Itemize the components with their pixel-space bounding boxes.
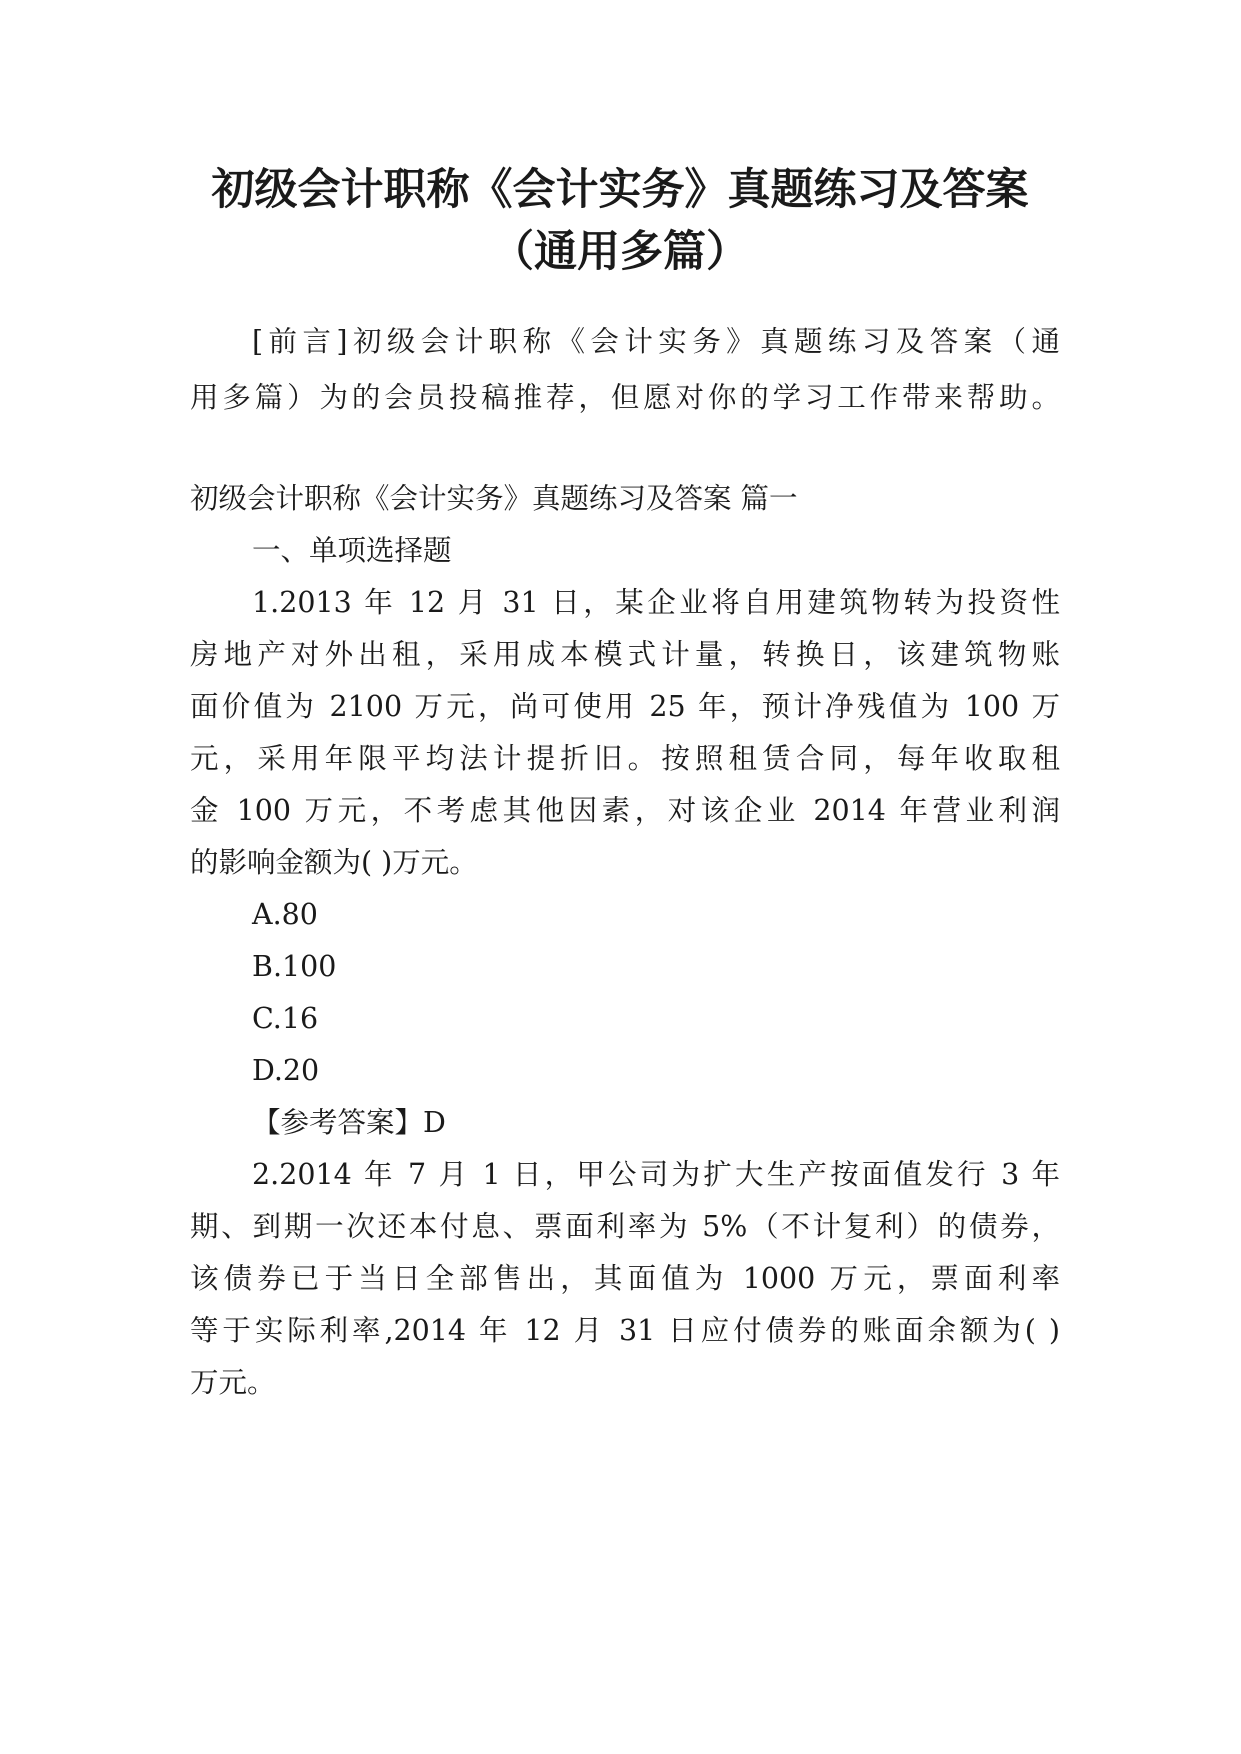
question1-option-d: D.20 bbox=[252, 1054, 320, 1087]
question1-option-c: C.16 bbox=[252, 1002, 319, 1035]
document-title-line-1: 初级会计职称《会计实务》真题练习及答案 bbox=[211, 165, 1029, 215]
part-heading: 一、单项选择题 bbox=[252, 534, 452, 567]
question1-line-1: 1.2013 年 12 月 31 日，某企业将自用建筑物转为投资性 bbox=[252, 586, 1060, 619]
question1-line-3: 面价值为 2100 万元，尚可使用 25 年，预计净残值为 100 万 bbox=[190, 690, 1060, 723]
question2-line-5: 万元。 bbox=[190, 1366, 276, 1399]
question1-line-5: 金 100 万元，不考虑其他因素，对该企业 2014 年营业利润 bbox=[190, 794, 1060, 827]
question2-line-4: 等于实际利率,2014 年 12 月 31 日应付债券的账面余额为( ) bbox=[190, 1314, 1060, 1347]
question1-option-a: A.80 bbox=[252, 898, 318, 931]
preface-line-1: [前言]初级会计职称《会计实务》真题练习及答案（通 bbox=[252, 325, 1060, 358]
question1-line-2: 房地产对外出租，采用成本模式计量，转换日，该建筑物账 bbox=[190, 638, 1060, 671]
question2-line-2: 期、到期一次还本付息、票面利率为 5%（不计复利）的债券， bbox=[190, 1210, 1060, 1243]
section-heading: 初级会计职称《会计实务》真题练习及答案 篇一 bbox=[190, 482, 798, 515]
question1-line-4: 元，采用年限平均法计提折旧。按照租赁合同，每年收取租 bbox=[190, 742, 1060, 775]
document-title-line-2: （通用多篇） bbox=[491, 227, 749, 277]
question2-line-1: 2.2014 年 7 月 1 日，甲公司为扩大生产按面值发行 3 年 bbox=[252, 1158, 1060, 1191]
preface-line-2: 用多篇）为的会员投稿推荐，但愿对你的学习工作带来帮助。 bbox=[190, 381, 1060, 414]
question2-line-3: 该债券已于当日全部售出，其面值为 1000 万元，票面利率 bbox=[190, 1262, 1060, 1295]
question1-answer: 【参考答案】D bbox=[252, 1106, 446, 1139]
question1-option-b: B.100 bbox=[252, 950, 337, 983]
question1-line-6: 的影响金额为( )万元。 bbox=[190, 846, 478, 879]
